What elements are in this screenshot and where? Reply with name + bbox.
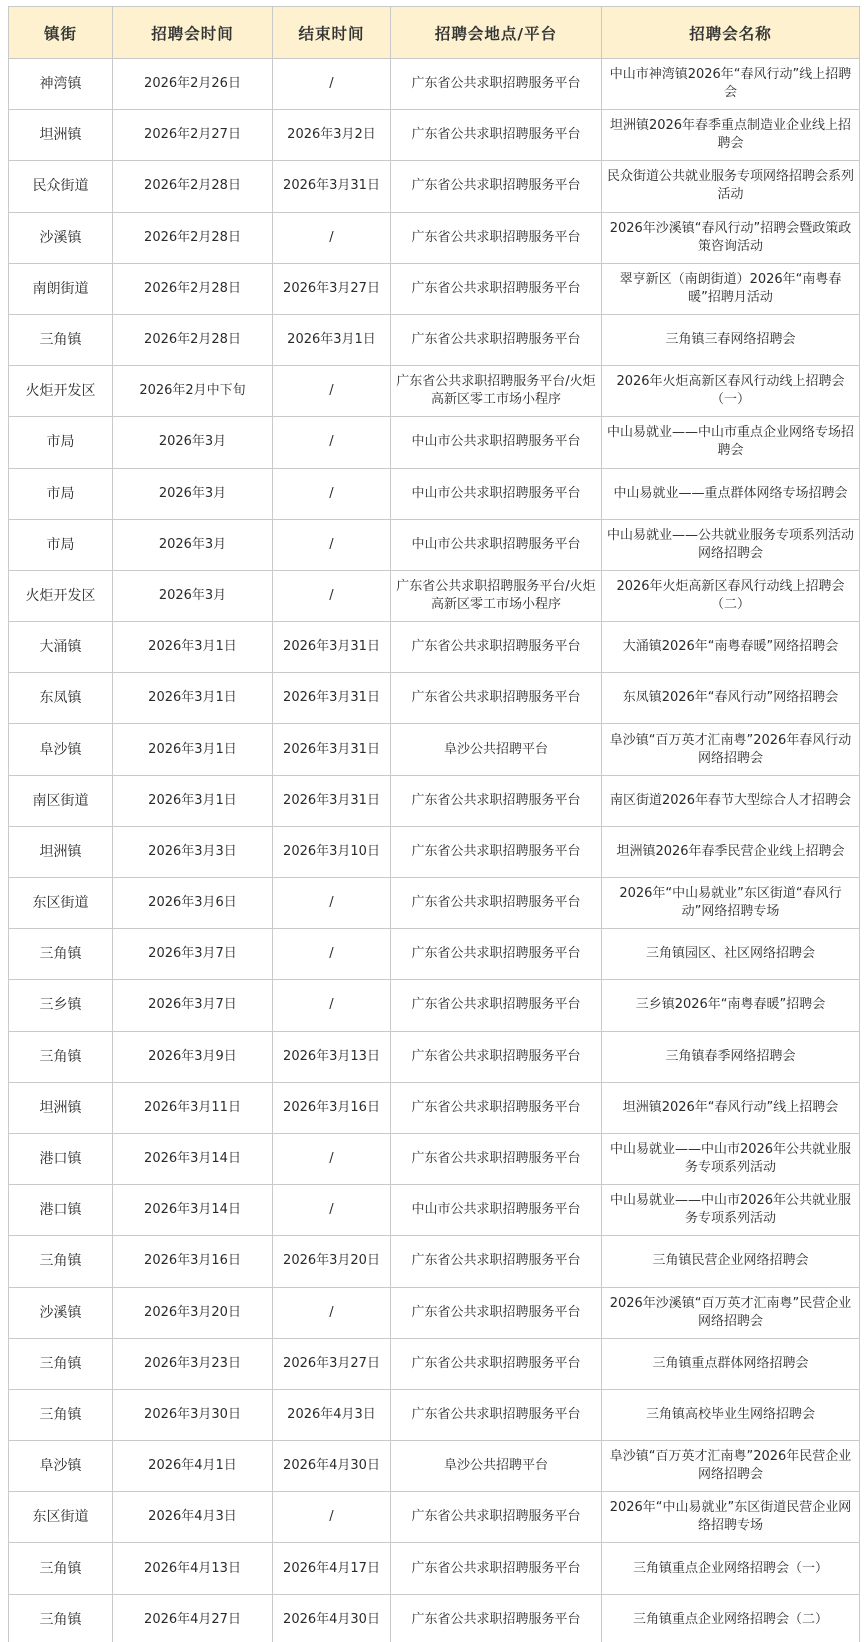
cell-fair-name: 三角镇民营企业网络招聘会: [602, 1236, 860, 1287]
cell-place: 广东省公共求职招聘服务平台: [391, 110, 602, 161]
cell-fair-name: 三角镇园区、社区网络招聘会: [602, 929, 860, 980]
cell-fair-name: 大涌镇2026年“南粤春暖”网络招聘会: [602, 622, 860, 673]
cell-place: 广东省公共求职招聘服务平台: [391, 1492, 602, 1543]
cell-town: 三角镇: [9, 1594, 113, 1642]
cell-fair-name: 东凤镇2026年“春风行动”网络招聘会: [602, 673, 860, 724]
cell-start-time: 2026年3月16日: [113, 1236, 273, 1287]
cell-town: 南区街道: [9, 775, 113, 826]
cell-fair-name: 三角镇重点企业网络招聘会（二）: [602, 1594, 860, 1642]
cell-town: 火炬开发区: [9, 366, 113, 417]
cell-fair-name: 民众街道公共就业服务专项网络招聘会系列活动: [602, 161, 860, 212]
cell-place: 广东省公共求职招聘服务平台: [391, 212, 602, 263]
table-row: [9, 366, 860, 417]
cell-end-time: /: [273, 1133, 391, 1184]
table-row: [9, 263, 860, 314]
header-row: [9, 7, 860, 59]
header-place: 招聘会地点/平台: [391, 7, 602, 59]
cell-fair-name: 中山易就业——中山市重点企业网络专场招聘会: [602, 417, 860, 468]
cell-end-time: /: [273, 212, 391, 263]
cell-place: 广东省公共求职招聘服务平台: [391, 929, 602, 980]
cell-place: 广东省公共求职招聘服务平台: [391, 673, 602, 724]
cell-end-time: 2026年3月31日: [273, 724, 391, 775]
cell-start-time: 2026年3月: [113, 468, 273, 519]
cell-fair-name: 阜沙镇“百万英才汇南粤”2026年春风行动网络招聘会: [602, 724, 860, 775]
cell-end-time: /: [273, 878, 391, 929]
cell-start-time: 2026年3月14日: [113, 1185, 273, 1236]
cell-start-time: 2026年2月27日: [113, 110, 273, 161]
cell-end-time: /: [273, 417, 391, 468]
table-row: [9, 878, 860, 929]
cell-start-time: 2026年3月30日: [113, 1389, 273, 1440]
cell-fair-name: 2026年“中山易就业”东区街道民营企业网络招聘专场: [602, 1492, 860, 1543]
cell-end-time: 2026年4月30日: [273, 1441, 391, 1492]
cell-place: 中山市公共求职招聘服务平台: [391, 417, 602, 468]
cell-end-time: /: [273, 980, 391, 1031]
cell-start-time: 2026年3月1日: [113, 775, 273, 826]
cell-place: 广东省公共求职招聘服务平台: [391, 1287, 602, 1338]
cell-town: 阜沙镇: [9, 1441, 113, 1492]
cell-end-time: 2026年3月31日: [273, 622, 391, 673]
cell-end-time: /: [273, 366, 391, 417]
table-row: [9, 570, 860, 621]
cell-place: 广东省公共求职招聘服务平台: [391, 1338, 602, 1389]
cell-start-time: 2026年3月1日: [113, 622, 273, 673]
cell-end-time: 2026年3月27日: [273, 1338, 391, 1389]
cell-fair-name: 2026年“中山易就业”东区街道“春风行动”网络招聘专场: [602, 878, 860, 929]
table-row: [9, 673, 860, 724]
cell-place: 广东省公共求职招聘服务平台: [391, 1082, 602, 1133]
table-row: [9, 161, 860, 212]
cell-start-time: 2026年3月1日: [113, 724, 273, 775]
table-row: [9, 1133, 860, 1184]
cell-town: 阜沙镇: [9, 724, 113, 775]
cell-place: 广东省公共求职招聘服务平台: [391, 59, 602, 110]
cell-place: 广东省公共求职招聘服务平台: [391, 775, 602, 826]
cell-fair-name: 中山易就业——中山市2026年公共就业服务专项系列活动: [602, 1133, 860, 1184]
cell-fair-name: 2026年沙溪镇“百万英才汇南粤”民营企业网络招聘会: [602, 1287, 860, 1338]
cell-end-time: 2026年3月27日: [273, 263, 391, 314]
cell-start-time: 2026年3月9日: [113, 1031, 273, 1082]
cell-place: 中山市公共求职招聘服务平台: [391, 1185, 602, 1236]
cell-place: 中山市公共求职招聘服务平台: [391, 519, 602, 570]
job-fair-table: [8, 6, 860, 1642]
cell-end-time: /: [273, 1492, 391, 1543]
table-row: [9, 1082, 860, 1133]
cell-place: 广东省公共求职招聘服务平台: [391, 1594, 602, 1642]
cell-end-time: 2026年3月31日: [273, 775, 391, 826]
cell-place: 阜沙公共招聘平台: [391, 724, 602, 775]
cell-start-time: 2026年3月3日: [113, 826, 273, 877]
cell-fair-name: 三角镇三春网络招聘会: [602, 314, 860, 365]
cell-fair-name: 中山易就业——重点群体网络专场招聘会: [602, 468, 860, 519]
table-row: [9, 519, 860, 570]
header-start-time: 招聘会时间: [113, 7, 273, 59]
cell-town: 沙溪镇: [9, 1287, 113, 1338]
cell-end-time: /: [273, 570, 391, 621]
header-end-time: 结束时间: [273, 7, 391, 59]
cell-start-time: 2026年3月: [113, 519, 273, 570]
cell-start-time: 2026年2月28日: [113, 212, 273, 263]
table-row: [9, 1236, 860, 1287]
cell-town: 三角镇: [9, 1236, 113, 1287]
cell-town: 坦洲镇: [9, 110, 113, 161]
table-header: [9, 7, 860, 59]
cell-place: 广东省公共求职招聘服务平台: [391, 1389, 602, 1440]
cell-fair-name: 三角镇高校毕业生网络招聘会: [602, 1389, 860, 1440]
cell-fair-name: 2026年沙溪镇“春风行动”招聘会暨政策政策咨询活动: [602, 212, 860, 263]
cell-end-time: /: [273, 929, 391, 980]
cell-place: 广东省公共求职招聘服务平台/火炬高新区零工市场小程序: [391, 570, 602, 621]
cell-fair-name: 三角镇重点群体网络招聘会: [602, 1338, 860, 1389]
cell-fair-name: 2026年火炬高新区春风行动线上招聘会（一）: [602, 366, 860, 417]
cell-town: 市局: [9, 417, 113, 468]
cell-place: 广东省公共求职招聘服务平台: [391, 622, 602, 673]
table-body: [9, 59, 860, 1642]
cell-start-time: 2026年3月7日: [113, 929, 273, 980]
cell-end-time: 2026年4月30日: [273, 1594, 391, 1642]
cell-end-time: 2026年3月20日: [273, 1236, 391, 1287]
cell-place: 广东省公共求职招聘服务平台/火炬高新区零工市场小程序: [391, 366, 602, 417]
table-row: [9, 59, 860, 110]
cell-place: 广东省公共求职招聘服务平台: [391, 878, 602, 929]
cell-start-time: 2026年3月23日: [113, 1338, 273, 1389]
cell-start-time: 2026年2月28日: [113, 263, 273, 314]
cell-start-time: 2026年3月1日: [113, 673, 273, 724]
cell-town: 三角镇: [9, 1031, 113, 1082]
table-row: [9, 929, 860, 980]
cell-fair-name: 三乡镇2026年“南粤春暖”招聘会: [602, 980, 860, 1031]
cell-start-time: 2026年3月11日: [113, 1082, 273, 1133]
cell-town: 三角镇: [9, 314, 113, 365]
cell-start-time: 2026年4月3日: [113, 1492, 273, 1543]
cell-place: 广东省公共求职招聘服务平台: [391, 980, 602, 1031]
table-row: [9, 724, 860, 775]
cell-place: 广东省公共求职招聘服务平台: [391, 826, 602, 877]
cell-end-time: 2026年3月31日: [273, 673, 391, 724]
cell-fair-name: 南区街道2026年春节大型综合人才招聘会: [602, 775, 860, 826]
table-row: [9, 1185, 860, 1236]
table-row: [9, 1441, 860, 1492]
cell-start-time: 2026年3月: [113, 417, 273, 468]
table-row: [9, 1031, 860, 1082]
cell-fair-name: 阜沙镇“百万英才汇南粤”2026年民营企业网络招聘会: [602, 1441, 860, 1492]
cell-town: 东凤镇: [9, 673, 113, 724]
cell-town: 坦洲镇: [9, 826, 113, 877]
cell-start-time: 2026年3月20日: [113, 1287, 273, 1338]
cell-town: 三角镇: [9, 1338, 113, 1389]
cell-town: 东区街道: [9, 1492, 113, 1543]
cell-place: 广东省公共求职招聘服务平台: [391, 161, 602, 212]
cell-place: 广东省公共求职招聘服务平台: [391, 1543, 602, 1594]
cell-start-time: 2026年4月13日: [113, 1543, 273, 1594]
cell-start-time: 2026年2月28日: [113, 314, 273, 365]
cell-start-time: 2026年3月14日: [113, 1133, 273, 1184]
header-fair-name: 招聘会名称: [602, 7, 860, 59]
cell-end-time: /: [273, 468, 391, 519]
cell-fair-name: 中山易就业——公共就业服务专项系列活动网络招聘会: [602, 519, 860, 570]
cell-end-time: 2026年3月16日: [273, 1082, 391, 1133]
cell-end-time: 2026年3月10日: [273, 826, 391, 877]
cell-start-time: 2026年4月27日: [113, 1594, 273, 1642]
cell-start-time: 2026年3月: [113, 570, 273, 621]
table-row: [9, 1492, 860, 1543]
cell-place: 广东省公共求职招聘服务平台: [391, 1031, 602, 1082]
table-row: [9, 1389, 860, 1440]
cell-town: 坦洲镇: [9, 1082, 113, 1133]
cell-place: 广东省公共求职招聘服务平台: [391, 1133, 602, 1184]
cell-place: 广东省公共求职招聘服务平台: [391, 314, 602, 365]
cell-town: 沙溪镇: [9, 212, 113, 263]
cell-town: 三角镇: [9, 929, 113, 980]
cell-fair-name: 翠亨新区（南朗街道）2026年“南粤春暖”招聘月活动: [602, 263, 860, 314]
cell-start-time: 2026年2月中下旬: [113, 366, 273, 417]
cell-fair-name: 三角镇春季网络招聘会: [602, 1031, 860, 1082]
cell-place: 阜沙公共招聘平台: [391, 1441, 602, 1492]
cell-town: 市局: [9, 519, 113, 570]
cell-place: 广东省公共求职招聘服务平台: [391, 1236, 602, 1287]
cell-town: 民众街道: [9, 161, 113, 212]
table-row: [9, 980, 860, 1031]
cell-town: 东区街道: [9, 878, 113, 929]
cell-fair-name: 坦洲镇2026年春季重点制造业企业线上招聘会: [602, 110, 860, 161]
table-row: [9, 826, 860, 877]
cell-start-time: 2026年3月7日: [113, 980, 273, 1031]
cell-start-time: 2026年2月26日: [113, 59, 273, 110]
table-row: [9, 775, 860, 826]
cell-town: 大涌镇: [9, 622, 113, 673]
cell-end-time: 2026年4月17日: [273, 1543, 391, 1594]
cell-end-time: /: [273, 1185, 391, 1236]
cell-fair-name: 中山易就业——中山市2026年公共就业服务专项系列活动: [602, 1185, 860, 1236]
cell-town: 火炬开发区: [9, 570, 113, 621]
cell-place: 中山市公共求职招聘服务平台: [391, 468, 602, 519]
table-row: [9, 314, 860, 365]
cell-town: 港口镇: [9, 1185, 113, 1236]
table-row: [9, 1594, 860, 1642]
cell-end-time: /: [273, 1287, 391, 1338]
cell-end-time: /: [273, 59, 391, 110]
table-row: [9, 110, 860, 161]
cell-town: 三角镇: [9, 1389, 113, 1440]
cell-town: 神湾镇: [9, 59, 113, 110]
cell-end-time: 2026年3月13日: [273, 1031, 391, 1082]
table-row: [9, 1543, 860, 1594]
cell-start-time: 2026年3月6日: [113, 878, 273, 929]
table-row: [9, 1338, 860, 1389]
cell-fair-name: 2026年火炬高新区春风行动线上招聘会（二）: [602, 570, 860, 621]
cell-end-time: /: [273, 519, 391, 570]
cell-fair-name: 三角镇重点企业网络招聘会（一）: [602, 1543, 860, 1594]
cell-start-time: 2026年4月1日: [113, 1441, 273, 1492]
cell-end-time: 2026年3月1日: [273, 314, 391, 365]
cell-town: 南朗街道: [9, 263, 113, 314]
cell-town: 三角镇: [9, 1543, 113, 1594]
cell-town: 港口镇: [9, 1133, 113, 1184]
cell-end-time: 2026年4月3日: [273, 1389, 391, 1440]
cell-town: 市局: [9, 468, 113, 519]
cell-start-time: 2026年2月28日: [113, 161, 273, 212]
cell-fair-name: 坦洲镇2026年春季民营企业线上招聘会: [602, 826, 860, 877]
header-town: 镇街: [9, 7, 113, 59]
table-row: [9, 417, 860, 468]
table-row: [9, 468, 860, 519]
cell-fair-name: 坦洲镇2026年“春风行动”线上招聘会: [602, 1082, 860, 1133]
cell-end-time: 2026年3月2日: [273, 110, 391, 161]
cell-place: 广东省公共求职招聘服务平台: [391, 263, 602, 314]
cell-fair-name: 中山市神湾镇2026年“春风行动”线上招聘会: [602, 59, 860, 110]
cell-town: 三乡镇: [9, 980, 113, 1031]
table-row: [9, 1287, 860, 1338]
cell-end-time: 2026年3月31日: [273, 161, 391, 212]
table-row: [9, 212, 860, 263]
table-row: [9, 622, 860, 673]
